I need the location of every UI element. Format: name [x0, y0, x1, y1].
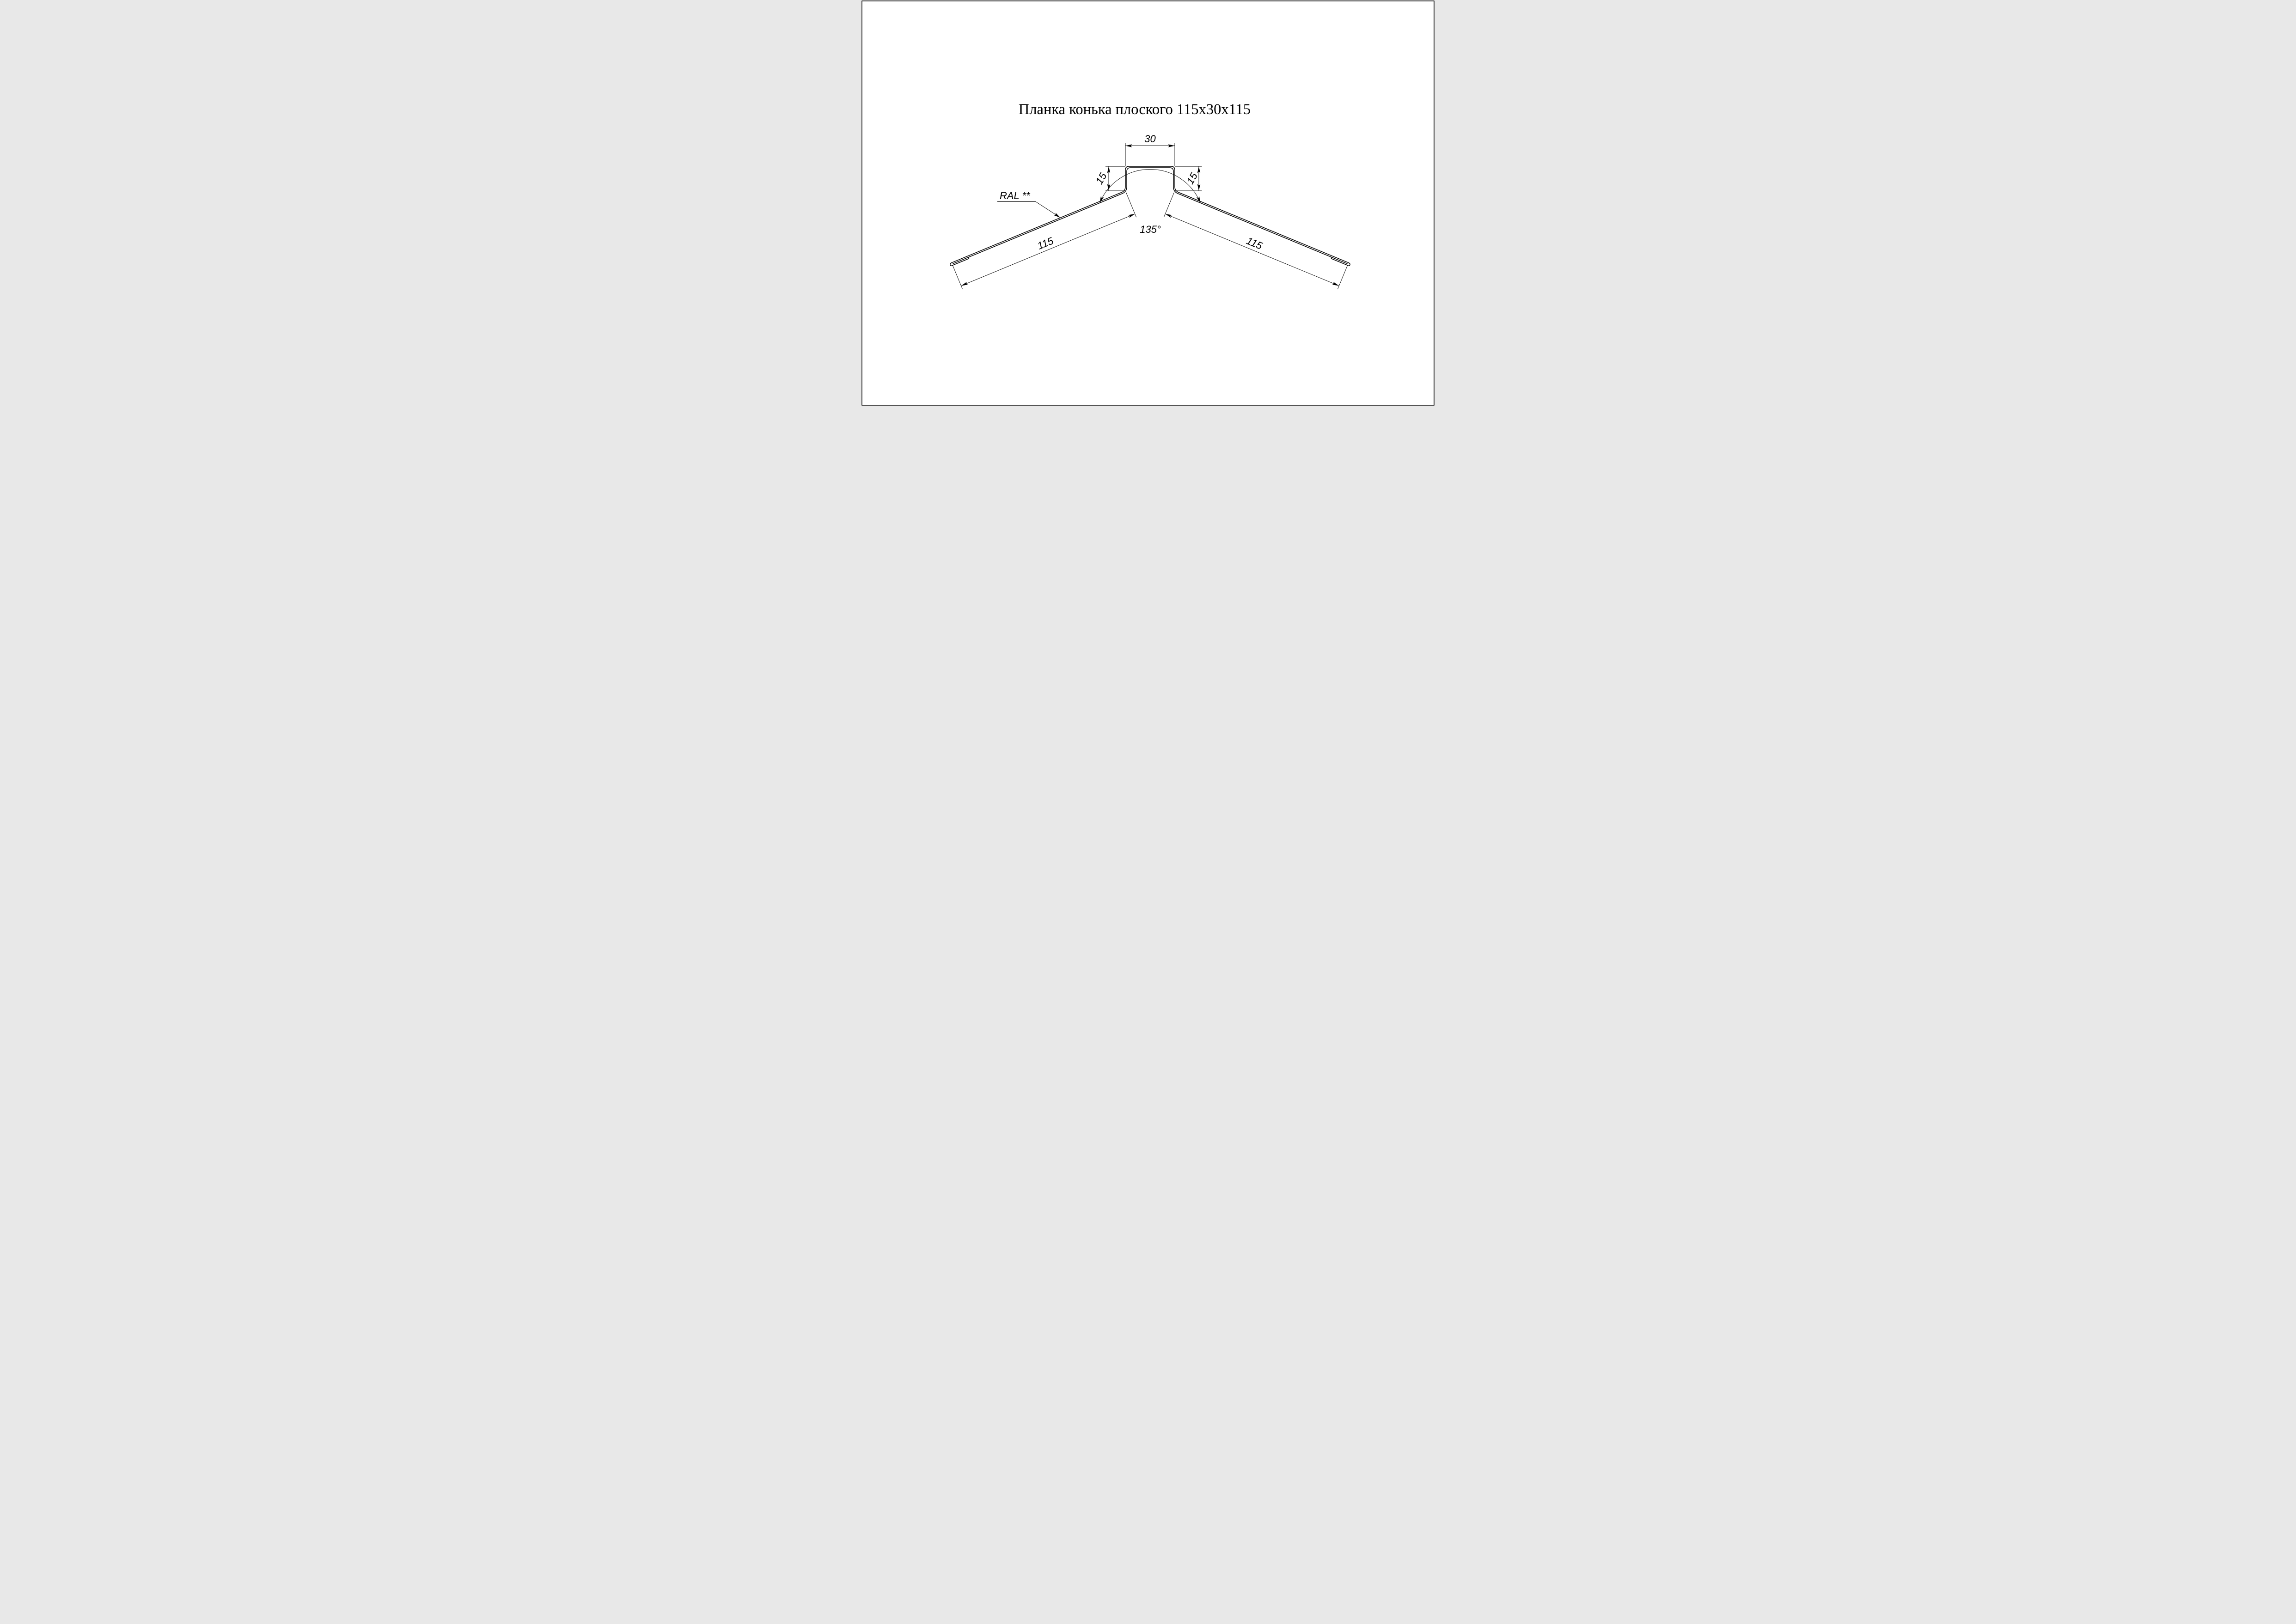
- ridge-strip-drawing: [861, 0, 1435, 406]
- dimension-value-15-left: 15: [1093, 170, 1109, 187]
- page-background: [861, 0, 1435, 406]
- dimension-value-15-right: 15: [1184, 170, 1200, 187]
- coating-label: RAL **: [1000, 190, 1030, 201]
- dimension-value-115-left: 115: [1035, 235, 1055, 252]
- drawing-page: [861, 0, 1435, 406]
- drawing-title: Планка конька плоского 115х30х115: [1018, 101, 1251, 118]
- dimension-value-angle: 135°: [1140, 224, 1161, 235]
- dimension-value-115-right: 115: [1245, 235, 1264, 252]
- dimension-value-30: 30: [1144, 133, 1156, 145]
